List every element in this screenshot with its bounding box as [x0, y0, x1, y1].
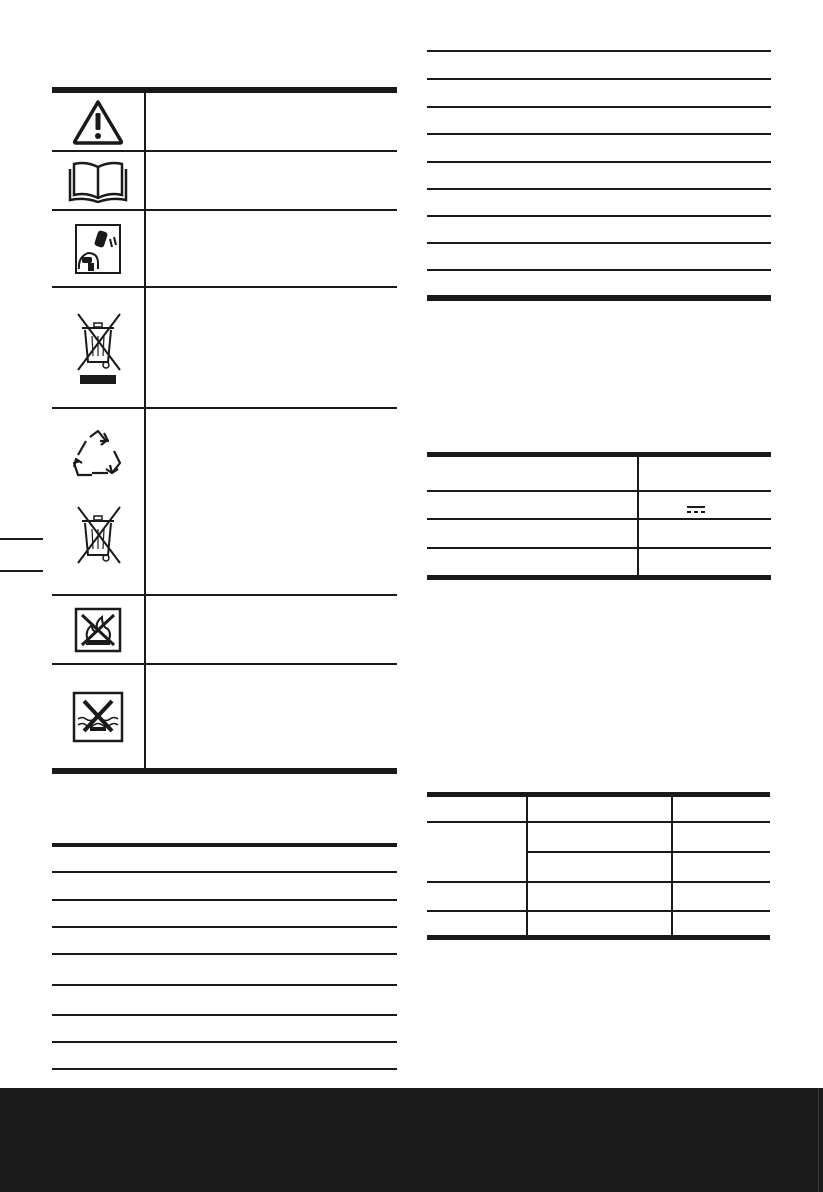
list-rule [52, 984, 397, 986]
table-rule [527, 851, 770, 853]
list-rule [427, 269, 771, 271]
left-list-top-rule [52, 843, 397, 847]
table-rule [427, 547, 771, 549]
table-rule [427, 518, 771, 520]
symbols-table-bottom-rule [52, 768, 397, 774]
spec-table-bottom-rule [427, 575, 771, 580]
table-rule [427, 910, 770, 912]
list-rule [52, 871, 397, 873]
bottom-table-top-rule [427, 792, 770, 797]
list-rule [52, 1014, 397, 1016]
weee-crossed-bin-icon [52, 288, 144, 407]
list-rule [52, 1068, 397, 1070]
symbols-table-divider [144, 93, 146, 769]
spec-table-top-rule [427, 452, 771, 457]
side-tab-mark [0, 570, 43, 572]
bottom-table-column-divider [671, 797, 673, 937]
list-rule [427, 133, 771, 135]
bottom-table-bottom-rule [427, 935, 770, 940]
spec-table-column-divider [637, 457, 639, 576]
right-list-bottom-rule [427, 295, 771, 301]
ear-eye-protection-icon [52, 211, 144, 286]
no-burn-icon [52, 596, 144, 663]
list-rule [52, 899, 397, 901]
list-rule [427, 215, 771, 217]
bottom-table-column-divider [526, 797, 528, 937]
table-rule [427, 821, 770, 823]
no-water-icon [52, 665, 144, 768]
warning-triangle-icon [52, 93, 144, 150]
read-manual-icon [52, 152, 144, 209]
side-tab-mark [0, 538, 43, 540]
list-rule [427, 161, 771, 163]
recycle-and-crossed-bin-icon [52, 409, 144, 594]
list-rule [52, 953, 397, 955]
list-rule [52, 926, 397, 928]
list-rule [427, 188, 771, 190]
footer-band [0, 1088, 823, 1192]
list-rule [52, 1041, 397, 1043]
dc-current-icon [687, 502, 705, 512]
table-rule [427, 881, 770, 883]
list-rule [427, 78, 771, 80]
list-rule [427, 50, 771, 52]
table-rule [427, 490, 771, 492]
footer-edge-accent [818, 1088, 823, 1192]
list-rule [427, 242, 771, 244]
list-rule [427, 106, 771, 108]
